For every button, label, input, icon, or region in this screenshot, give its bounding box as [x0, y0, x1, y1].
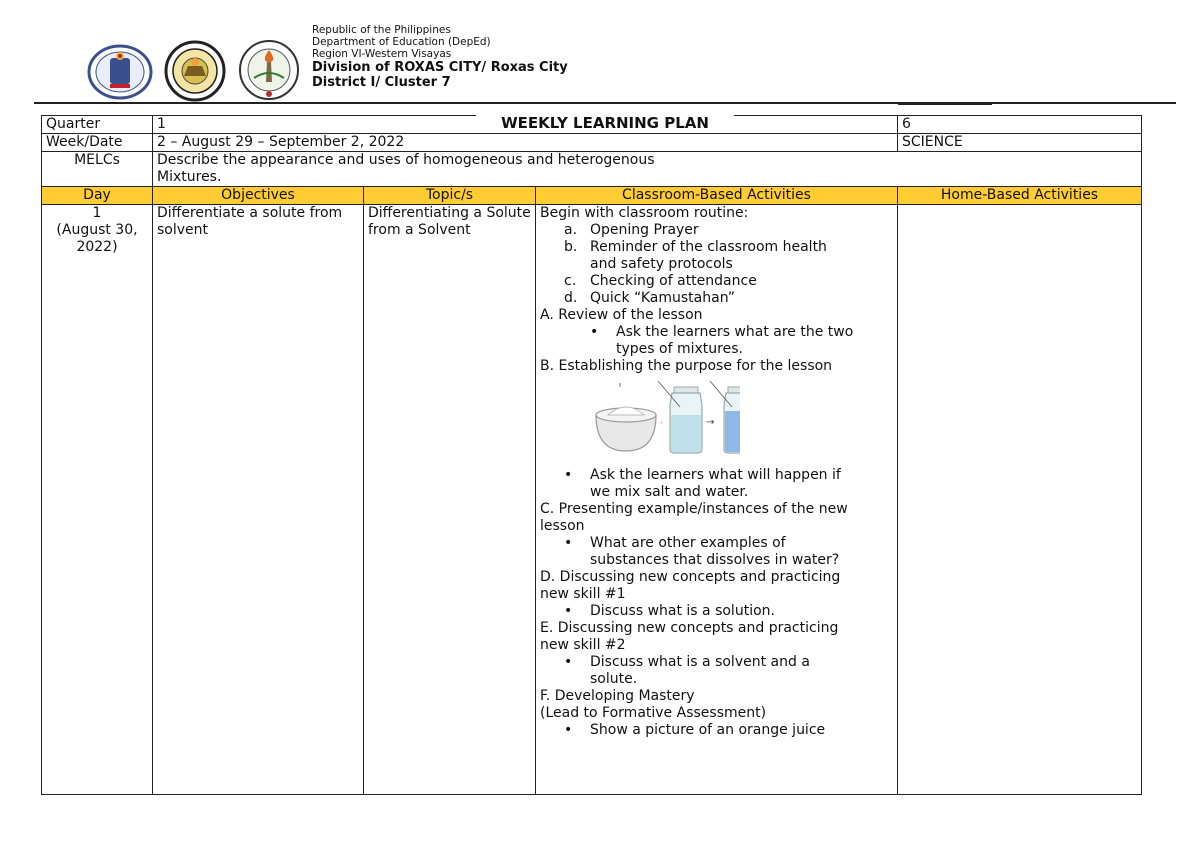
- section-d-title: D. Discussing new concepts and practicing: [540, 569, 841, 585]
- roxas-city-seal-icon: [160, 40, 230, 102]
- quarter-value: 1: [153, 116, 898, 134]
- division-name: Division of ROXAS CITY/ Roxas City: [312, 60, 568, 75]
- melcs-row: [42, 152, 1142, 187]
- bullet-item-cont: substances that dissolves in water?: [590, 552, 840, 568]
- section-b-title: B. Establishing the purpose for the lesson: [540, 358, 833, 374]
- header-text: [312, 24, 568, 90]
- header-line: Department of Education (DepEd): [312, 36, 491, 48]
- routine-item: b. Reminder of the classroom health: [564, 239, 827, 255]
- topic-cell: Differentiating a Solute from a Solvent: [364, 205, 536, 795]
- melcs-label: MELCs: [42, 152, 153, 187]
- district-seal-icon: [236, 38, 302, 102]
- bullet-item: • Ask the learners what will happen if: [564, 467, 841, 483]
- bullet-item: • Discuss what is a solvent and a: [564, 654, 810, 670]
- routine-item: a. Opening Prayer: [564, 222, 699, 238]
- col-header-classroom: Classroom-Based Activities: [536, 187, 898, 205]
- section-e-title-cont: new skill #2: [540, 637, 626, 653]
- section-a-title: A. Review of the lesson: [540, 307, 703, 323]
- routine-item: d. Quick “Kamustahan”: [564, 290, 736, 306]
- subject-value: SCIENCE: [898, 134, 1142, 152]
- column-header-row: [42, 187, 1142, 205]
- bullet-item: • What are other examples of: [564, 535, 786, 551]
- bullet-item: • Ask the learners what are the two: [590, 324, 854, 340]
- melcs-line: Describe the appearance and uses of homogeneous and heterogenous: [157, 152, 655, 168]
- bullet-item: • Show a picture of an orange juice: [564, 722, 826, 738]
- section-f-title-cont: (Lead to Formative Assessment): [540, 705, 767, 721]
- bullet-item-cont: types of mixtures.: [616, 341, 743, 357]
- home-activities-cell: [898, 205, 1142, 795]
- bullet-item-cont: we mix salt and water.: [590, 484, 749, 500]
- section-d-title-cont: new skill #1: [540, 586, 626, 602]
- salt-water-illustration: [540, 375, 893, 467]
- col-header-topics: Topic/s: [364, 187, 536, 205]
- svg-text:-: -: [660, 418, 663, 427]
- section-c-title-cont: lesson: [540, 518, 585, 534]
- section-c-title: C. Presenting example/instances of the new: [540, 501, 848, 517]
- svg-text:→: →: [706, 417, 715, 428]
- grade-value: 6: [898, 116, 1142, 134]
- bullet-icon: •: [590, 324, 599, 340]
- objective-cell: Differentiate a solute from solvent: [153, 205, 364, 795]
- week-value: 2 – August 29 – September 2, 2022: [153, 134, 898, 152]
- header-line: Republic of the Philippines: [312, 24, 451, 36]
- melcs-text: [153, 152, 1142, 187]
- week-label: Week/Date: [42, 134, 153, 152]
- day-number: 1: [92, 205, 102, 221]
- classroom-activities-cell: [536, 205, 898, 795]
- day-date: 2022): [76, 239, 118, 255]
- bullet-icon: •: [564, 603, 573, 619]
- header-divider-accent: [898, 104, 992, 105]
- col-header-objectives: Objectives: [153, 187, 364, 205]
- day-1-row: [42, 205, 1142, 795]
- district-name: District I/ Cluster 7: [312, 75, 451, 90]
- melcs-line: Mixtures.: [157, 169, 222, 185]
- col-header-day: Day: [42, 187, 153, 205]
- bullet-item: • Discuss what is a solution.: [564, 603, 775, 619]
- day-cell: [42, 205, 153, 795]
- section-e-title: E. Discussing new concepts and practicing: [540, 620, 839, 636]
- bullet-icon: •: [564, 654, 573, 670]
- day-date: (August 30,: [56, 222, 138, 238]
- routine-item: c. Checking of attendance: [564, 273, 757, 289]
- quarter-label: Quarter: [42, 116, 153, 134]
- salt-water-icon: [540, 375, 740, 467]
- routine-item-cont: and safety protocols: [590, 256, 733, 272]
- bullet-icon: •: [564, 467, 573, 483]
- bullet-icon: •: [564, 535, 573, 551]
- deped-seal-icon: [86, 44, 154, 100]
- plan-title: WEEKLY LEARNING PLAN: [476, 114, 734, 134]
- bullet-icon: •: [564, 722, 573, 738]
- section-f-title: F. Developing Mastery: [540, 688, 695, 704]
- bullet-item-cont: solute.: [590, 671, 638, 687]
- weekly-learning-plan-table: [41, 115, 1142, 795]
- activity-intro: Begin with classroom routine:: [540, 205, 749, 221]
- col-header-home: Home-Based Activities: [898, 187, 1142, 205]
- header-line: Region VI-Western Visayas: [312, 48, 452, 60]
- week-row: [42, 134, 1142, 152]
- header-divider: [34, 102, 1176, 104]
